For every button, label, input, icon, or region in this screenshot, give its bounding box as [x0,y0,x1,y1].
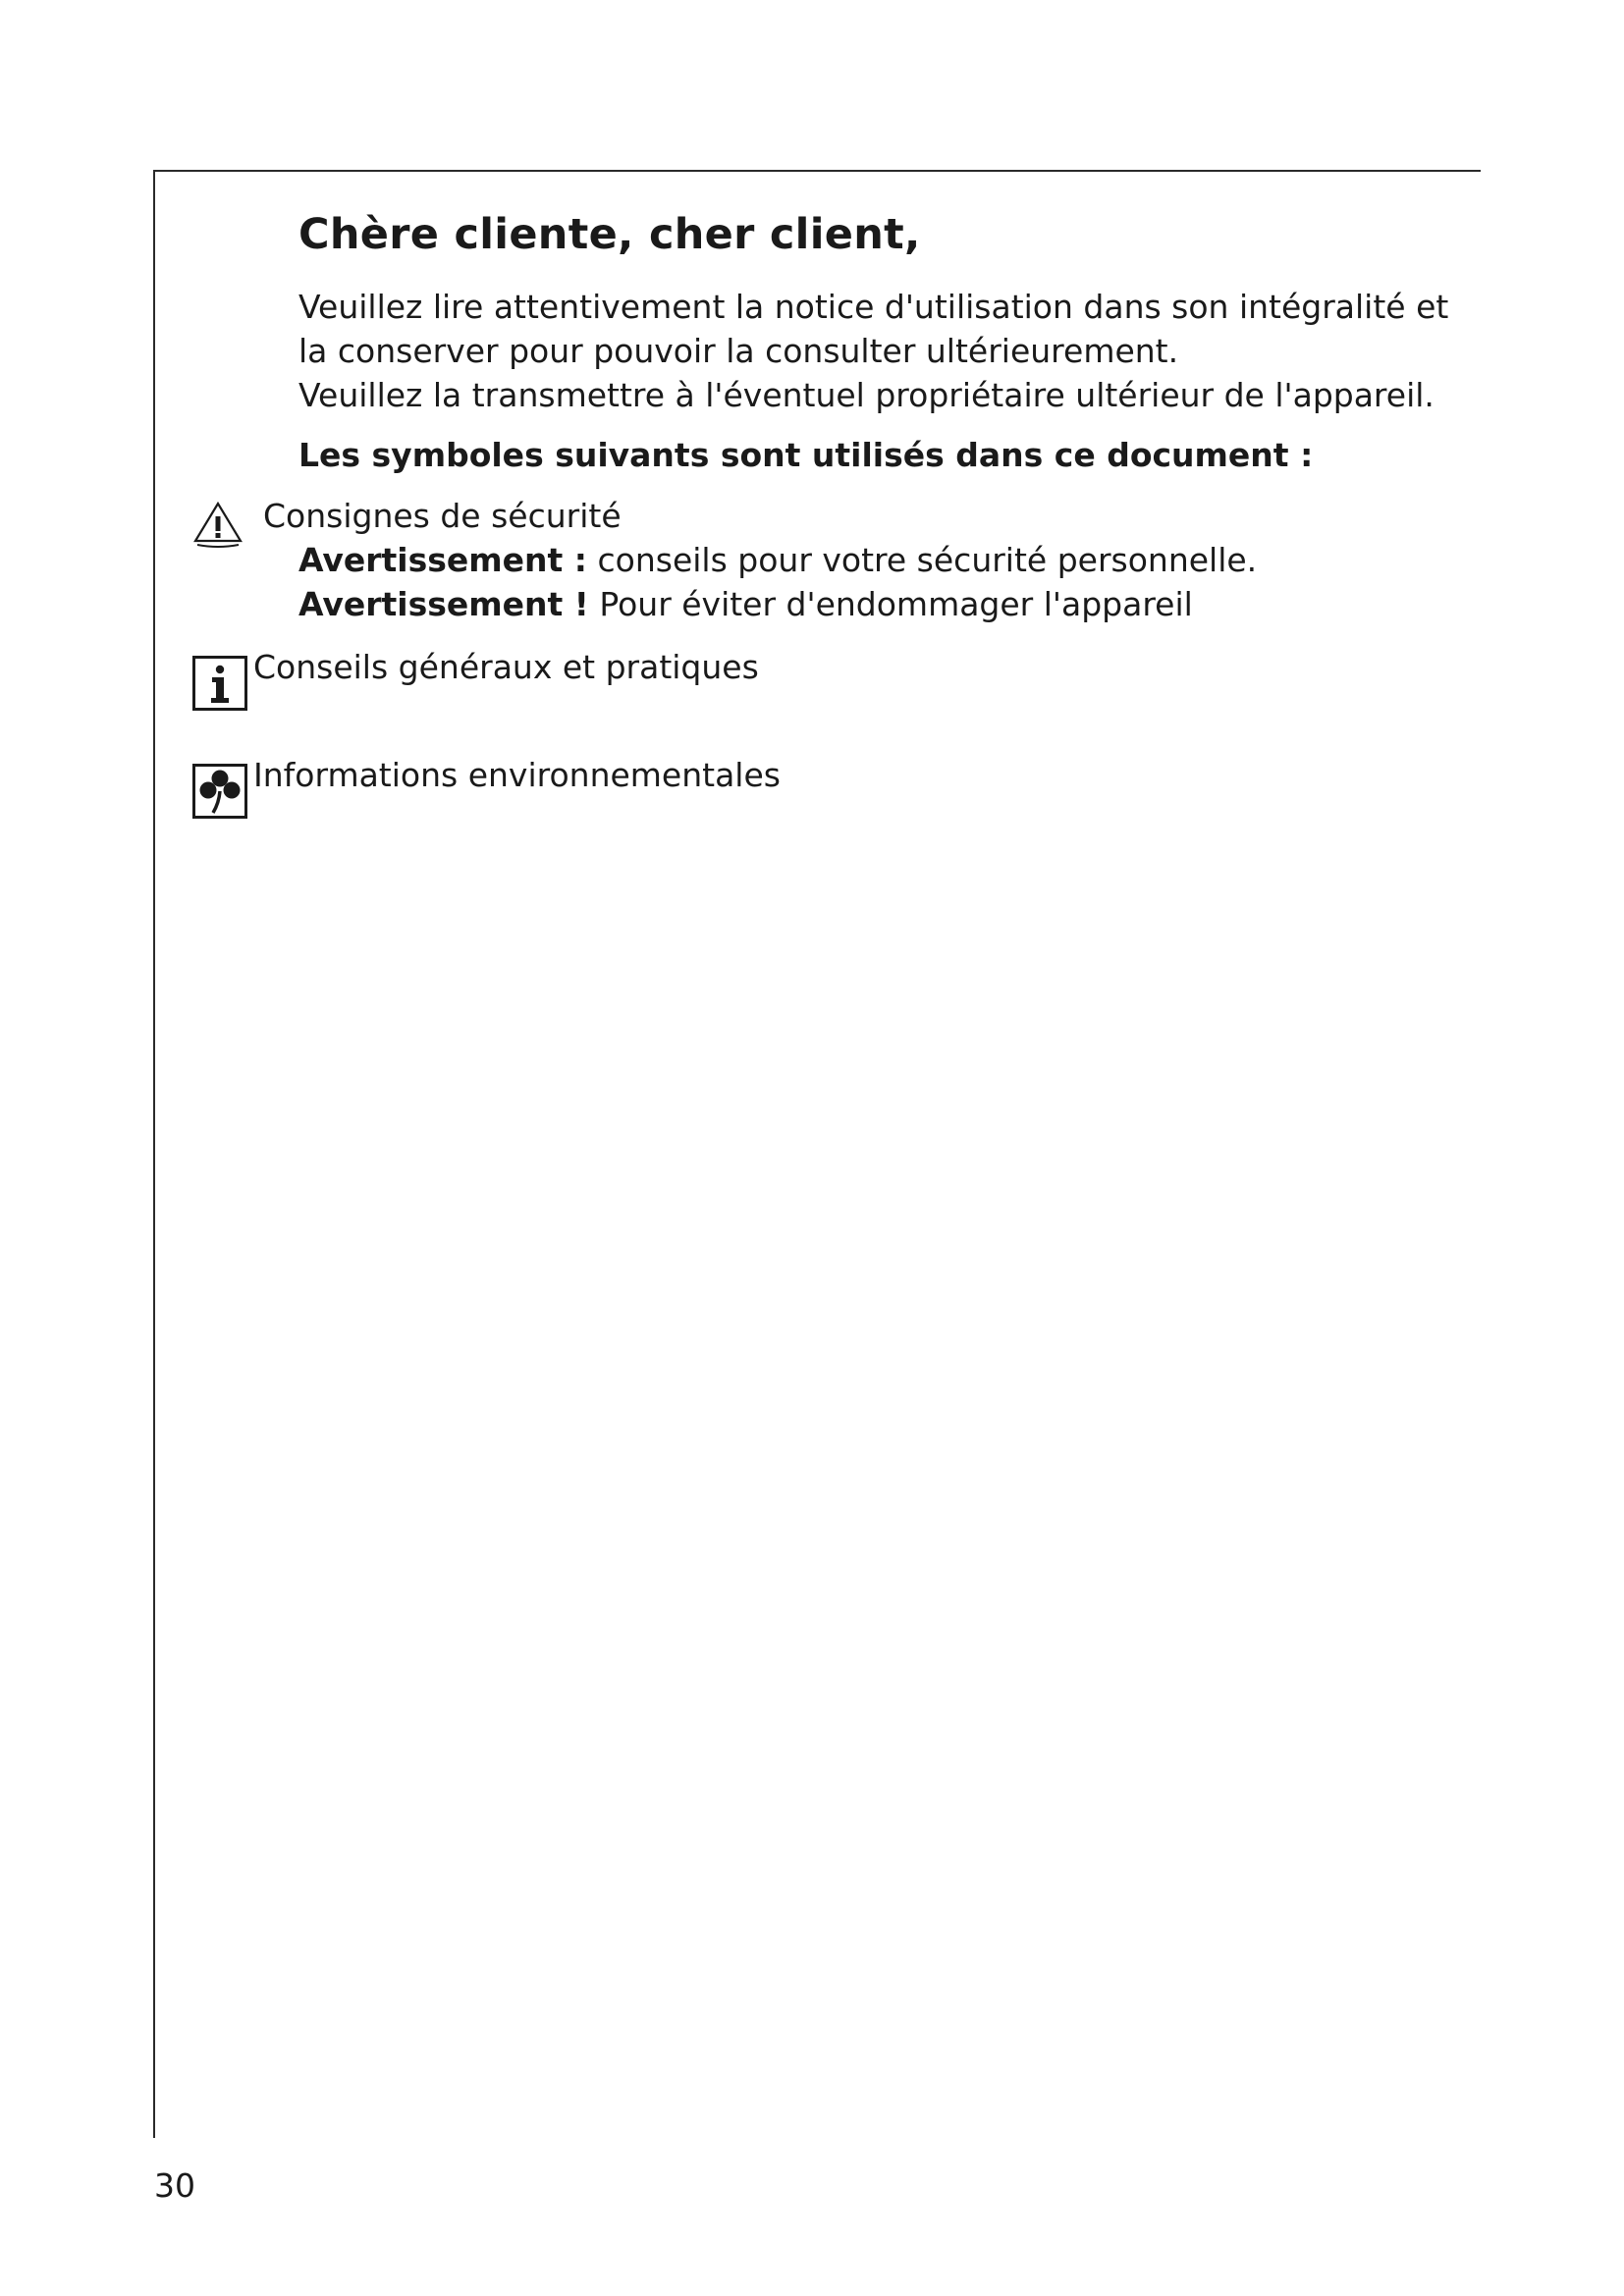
page-number: 30 [154,2166,195,2205]
intro-line: Veuillez la transmettre à l'éventuel propriétaire ultérieur de l'appareil. [298,376,1435,414]
warning-line-personal [298,541,1257,579]
warning-text: Pour éviter d'endommager l'appareil [599,585,1193,623]
intro-paragraph [298,285,1467,417]
warning-triangle-icon [192,500,244,557]
clover-icon [192,764,247,819]
warning-line-appliance [298,585,1193,623]
info-icon [192,656,247,711]
intro-line: la conserver pour pouvoir la consulter ultérieurement. [298,332,1179,370]
top-rule [153,170,1481,172]
environment-text: Informations environnementales [253,756,781,794]
safety-title: Consignes de sécurité [263,497,622,535]
warning-label: Avertissement ! [298,585,589,623]
page-title: Chère cliente, cher client, [298,210,921,259]
warning-text: conseils pour votre sécurité personnelle. [597,541,1258,579]
intro-line: Veuillez lire attentivement la notice d'utilisation dans son intégralité et [298,288,1449,326]
left-rule [153,170,155,2138]
warning-label: Avertissement : [298,541,588,579]
info-text: Conseils généraux et pratiques [253,648,759,686]
symbols-heading: Les symboles suivants sont utilisés dans ce document : [298,436,1314,474]
